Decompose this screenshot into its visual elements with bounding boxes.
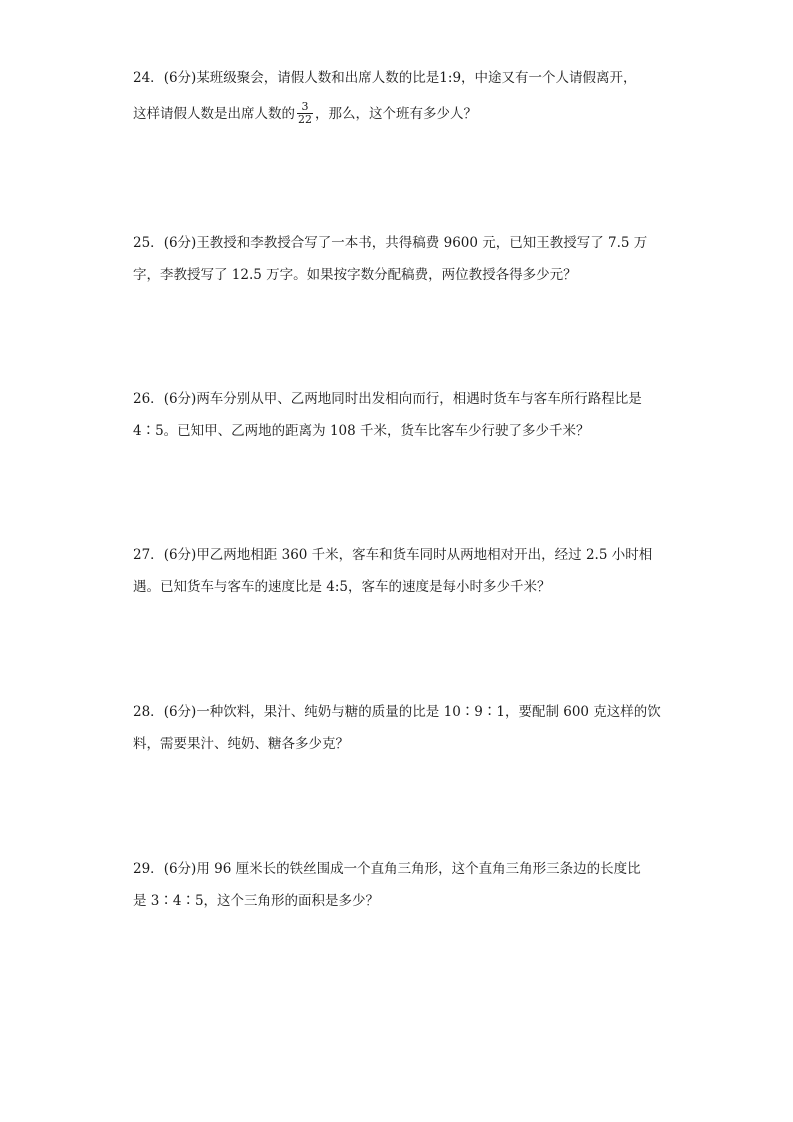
problem-text: 两车分别从甲、乙两地同时出发相向而行，相遇时货车与客车所行路程比是 bbox=[196, 391, 642, 407]
problem-number: 26． bbox=[133, 391, 164, 407]
fraction-3-22 bbox=[297, 101, 313, 126]
problem-26-line-2: 4∶5。已知甲、乙两地的距离为 108 千米，货车比客车少行驶了多少千米？ bbox=[133, 423, 590, 439]
problem-27-line-1 bbox=[133, 545, 673, 565]
problem-number: 24． bbox=[133, 70, 164, 86]
problem-text: 甲乙两地相距 360 千米，客车和货车同时从两地相对开出，经过 2.5 小时相 bbox=[196, 547, 653, 563]
fraction-numerator: 3 bbox=[301, 100, 309, 113]
problem-text: 用 96 厘米长的铁丝围成一个直角三角形，这个直角三角形三条边的长度比 bbox=[196, 861, 641, 877]
problem-28-line-2: 料，需要果汁、纯奶、糖各多少克？ bbox=[133, 736, 349, 752]
problem-28-line-1 bbox=[133, 702, 673, 722]
problem-25-line-2: 字，李教授写了 12.5 万字。如果按字数分配稿费，两位教授各得多少元？ bbox=[133, 267, 577, 283]
problem-29 bbox=[133, 859, 673, 911]
problem-score: (6分) bbox=[163, 391, 197, 407]
problem-26-line-1 bbox=[133, 389, 673, 409]
problem-number: 27． bbox=[133, 547, 164, 563]
problem-score: (6分) bbox=[163, 547, 197, 563]
problem-score: (6分) bbox=[163, 70, 197, 86]
problem-score: (6分) bbox=[163, 861, 197, 877]
problem-27 bbox=[133, 545, 673, 597]
problem-27-line-2: 遇。已知货车与客车的速度比是 4:5，客车的速度是每小时多少千米？ bbox=[133, 579, 551, 595]
problem-score: (6分) bbox=[163, 235, 197, 251]
problem-28 bbox=[133, 702, 673, 754]
problem-number: 25． bbox=[133, 235, 164, 251]
problem-text: ，那么，这个班有多少人？ bbox=[315, 106, 477, 122]
problem-25-line-1 bbox=[133, 233, 673, 253]
problem-text: 一种饮料，果汁、纯奶与糖的质量的比是 10∶9∶1，要配制 600 克这样的饮 bbox=[196, 704, 661, 720]
problem-26 bbox=[133, 389, 673, 441]
problem-text: 某班级聚会，请假人数和出席人数的比是1:9，中途又有一个人请假离开， bbox=[196, 70, 637, 86]
problem-score: (6分) bbox=[163, 704, 197, 720]
problem-number: 28． bbox=[133, 704, 164, 720]
problem-25 bbox=[133, 233, 673, 285]
problem-29-line-2: 是 3∶4∶5，这个三角形的面积是多少？ bbox=[133, 893, 380, 909]
problem-24 bbox=[133, 68, 673, 128]
problem-29-line-1 bbox=[133, 859, 673, 879]
problem-24-line-2 bbox=[133, 100, 673, 128]
problem-text: 王教授和李教授合写了一本书，共得稿费 9600 元，已知王教授写了 7.5 万 bbox=[196, 235, 648, 251]
fraction-denominator: 22 bbox=[298, 113, 312, 126]
problem-24-line-1 bbox=[133, 68, 673, 88]
problem-text: 这样请假人数是出席人数的 bbox=[133, 106, 295, 122]
problem-number: 29． bbox=[133, 861, 164, 877]
